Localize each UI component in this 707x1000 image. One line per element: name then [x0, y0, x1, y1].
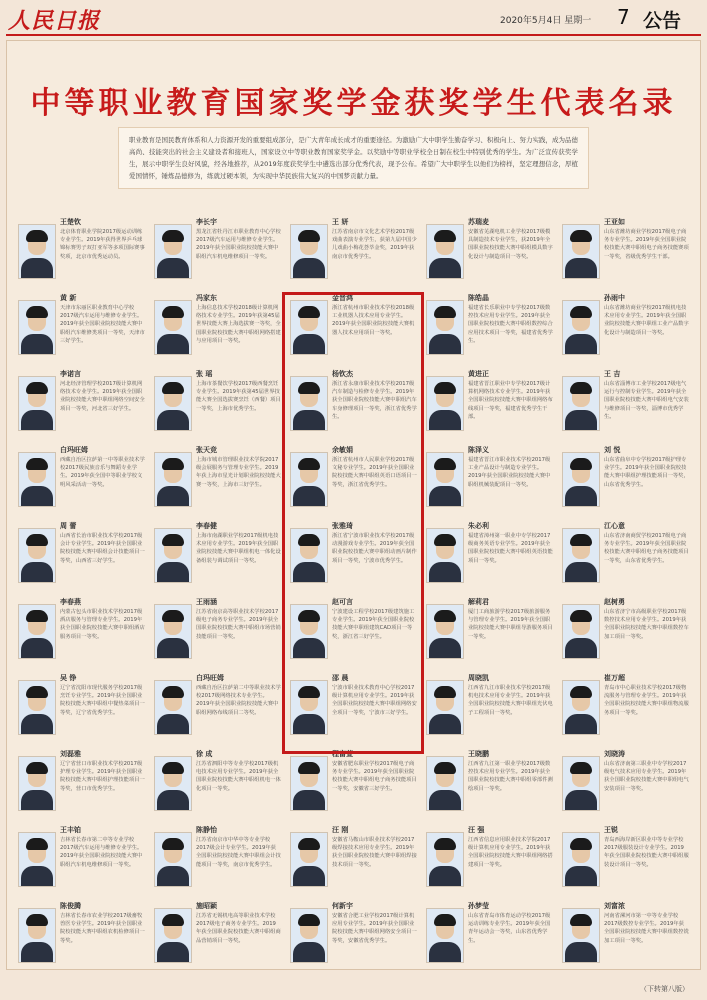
- student-photo: [18, 528, 56, 583]
- student-name: 孙雨中: [604, 294, 625, 302]
- student-photo: [18, 756, 56, 811]
- student-card: [422, 746, 556, 816]
- student-name: 王丰铂: [60, 826, 81, 834]
- student-card: [14, 746, 148, 816]
- student-name: 孙梦莹: [468, 902, 489, 910]
- student-name: 汪 刚: [332, 826, 349, 834]
- student-photo: [290, 832, 328, 887]
- student-photo: [426, 224, 464, 279]
- student-photo: [426, 452, 464, 507]
- student-name: 张雅琦: [332, 522, 353, 530]
- student-description: 江西省九江市职业技术学校2017级机电技术应用专业学生。2019年获全国职业院校技能大赛中职组光伏电子工程项目一等奖。: [468, 685, 553, 716]
- student-description: 青岛市中心职业技术学校2017级物流服务与管理专业学生。2019年获全国职业院校技能大赛中职组物流服务项目一等奖。: [604, 685, 689, 716]
- student-card: [558, 290, 692, 360]
- student-photo: [562, 528, 600, 583]
- newspaper-logo: 人民日报: [8, 8, 101, 34]
- student-name: 汪 强: [468, 826, 485, 834]
- student-description: 山东省潍坊商业学校2017级电子商务专业学生。2019年获全国职业院校技能大赛中职组电子商务技能赛项一等奖，省级优秀学生干部。: [604, 229, 689, 260]
- student-card: [558, 670, 692, 740]
- student-card: [150, 746, 284, 816]
- student-card: [286, 898, 420, 968]
- page-number: 7: [617, 5, 630, 29]
- student-description: 福建省漳州第一职业中专学校2017级商务英语专业学生。2019年获全国职业院校技能大赛中职组英语技能项目一等奖。: [468, 533, 553, 564]
- student-description: 安徽省肥东职业学校2017级电子商务专业学生。2019年获全国职业院校技能大赛中职组电子商务技能项目一等奖，安徽省三好学生。: [332, 761, 417, 792]
- student-description: 江苏省南京高等职业技术学校2017级电子商务专业学生。2019年获全国职业院校技能大赛中职组市场营销技能项目一等奖。: [196, 609, 281, 640]
- student-name: 刘磊雅: [60, 750, 81, 758]
- student-card: [558, 442, 692, 512]
- student-description: 内蒙古包头市职业技术学校2017级酒店服务与管理专业学生。2019年获全国职业院校技能大赛中职组酒店服务项目一等奖。: [60, 609, 145, 640]
- student-name: 李诺言: [60, 370, 81, 378]
- student-name: 崔万超: [604, 674, 625, 682]
- student-name: 王雨涵: [196, 598, 217, 606]
- student-description: 安徽省合肥工业学校2017级计算机应用专业学生。2019年获全国职业院校技能大赛中职组网络安全项目一等奖，安徽省优秀学生。: [332, 913, 417, 944]
- student-name: 王楚钦: [60, 218, 81, 226]
- student-card: [14, 898, 148, 968]
- student-card: [150, 822, 284, 892]
- student-photo: [18, 452, 56, 507]
- student-card: [422, 670, 556, 740]
- student-photo: [154, 756, 192, 811]
- student-description: 山东省曲阜中专学校2017级护理专业学生。2019年获全国职业院校技能大赛中职组护理技能项目一等奖，山东省优秀学生。: [604, 457, 689, 488]
- student-photo: [154, 680, 192, 735]
- student-description: 山东省青岛市体育运动学校2017级运动训练专业学生。2019年获全国青年运动会一等奖，山东省优秀学生。: [468, 913, 551, 944]
- student-card: [558, 898, 692, 968]
- student-photo: [154, 300, 192, 355]
- student-name: 解莉君: [468, 598, 489, 606]
- student-card: [286, 822, 420, 892]
- student-name: 黄进正: [468, 370, 489, 378]
- student-photo: [426, 756, 464, 811]
- student-photo: [426, 528, 464, 583]
- student-description: 福建省长乐职业中专学校2017级数控技术应用专业学生。2019年获全国职业院校技能大赛中职组数控综合应用技术项目一等奖，福建省优秀学生。: [468, 305, 553, 344]
- student-photo: [154, 832, 192, 887]
- student-photo: [426, 300, 464, 355]
- student-photo: [154, 224, 192, 279]
- student-photo: [562, 908, 600, 963]
- student-description: 江西省九江第一职业学校2017级数控技术应用专业学生。2019年获全国职业院校技能大赛中职组零部件测绘项目一等奖。: [468, 761, 553, 792]
- student-photo: [562, 604, 600, 659]
- student-name: 王 吉: [604, 370, 621, 378]
- student-description: 浙江省永康市职业技术学校2017级汽车制造与检修专业学生。2019年获全国职业院校技能大赛中职组汽车车身修理项目一等奖，浙江省优秀学生。: [332, 381, 417, 420]
- student-card: [150, 898, 284, 968]
- student-description: 厦门工商旅游学校2017级旅游服务与管理专业学生。2019年获全国职业院校技能大赛中职组导游服务项目一等奖。: [468, 609, 553, 640]
- student-photo: [154, 376, 192, 431]
- student-description: 江苏省泗阳中等专业学校2017级机电技术应用专业学生。2019年获全国职业院校技能大赛中职组机电一体化项目一等奖。: [196, 761, 281, 792]
- section-name: 公告: [643, 10, 682, 32]
- masthead: [0, 0, 707, 34]
- student-card: [558, 214, 692, 284]
- student-card: [14, 594, 148, 664]
- student-card: [150, 366, 284, 436]
- student-photo: [562, 452, 600, 507]
- student-name: 赵可言: [332, 598, 353, 606]
- student-name: 江心意: [604, 522, 625, 530]
- student-name: 王锐: [604, 826, 618, 834]
- student-card: [14, 670, 148, 740]
- student-name: 陈俊腾: [60, 902, 81, 910]
- dateline: 2020年5月4日 星期一: [500, 16, 592, 26]
- student-photo: [426, 908, 464, 963]
- student-name: 赵树勇: [604, 598, 625, 606]
- student-card: [422, 214, 556, 284]
- student-name: 苏瑞麦: [468, 218, 489, 226]
- student-card: [558, 746, 692, 816]
- student-name: 冯家东: [196, 294, 217, 302]
- student-card: [286, 746, 420, 816]
- student-description: 上海信息技术学校2018级计算机网络技术专业学生。2019年获第45届世界技能大赛上海选拔赛一等奖，全国职业院校技能大赛中职组网络搭建与应用项目一等奖。: [196, 305, 281, 344]
- student-description: 浙江省宁波市职业技术学校2017级动漫游戏专业学生。2019年获全国职业院校技能大赛中职组动画片制作项目一等奖，宁波市优秀学生。: [332, 533, 417, 564]
- student-photo: [426, 832, 464, 887]
- student-card: [150, 214, 284, 284]
- student-name: 陈静怡: [196, 826, 217, 834]
- student-photo: [154, 528, 192, 583]
- student-description: 江西省信息应用职业技术学院2017级计算机应用专业学生。2019年获全国职业院校技能大赛中职组网络搭建项目一等奖。: [468, 837, 553, 868]
- student-name: 张 瑶: [196, 370, 213, 378]
- student-description: 青岛西海岸新区职业中等专业学校2017级服装设计专业学生。2019年获全国职业院校技能大赛中职组服装设计项目一等奖。: [604, 837, 689, 868]
- student-name: 朱必利: [468, 522, 489, 530]
- student-name: 李春燕: [60, 598, 81, 606]
- student-description: 天津市东丽区职业教育中心学校2017级汽车运用与维修专业学生。2019年获全国职业院校技能大赛中职组汽车维修类项目一等奖，天津市三好学生。: [60, 305, 145, 344]
- student-photo: [18, 604, 56, 659]
- student-photo: [18, 908, 56, 963]
- student-card: [286, 214, 420, 284]
- student-description: 山东省淄博市工业学校2017级电气运行与控制专业学生。2019年获全国职业院校技能大赛中职组电气安装与维修项目一等奖，淄博市优秀学生。: [604, 381, 689, 420]
- intro-paragraph: 职业教育是国民教育体系和人力资源开发的重要组成部分，是广大青年成长成才的重要途径。为激励广大中职学生勤奋学习、积极向上、努力实践，成为品德高尚、技能突出的社会主义建设者和接班人，国家设立中等职业教育国家奖学金。以奖励中等职业学校全日制在校生中特别优秀的学生。为广泛宣传获奖学生，展示中职学生良好风貌，经各地推荐，从2019年度获奖学生中遴选出部分优秀代表，现予公布。希望广大中职学生以他们为榜样，坚定理想信念，厚植爱国情怀，锤炼品德修为，练就过硬本领，为实现中华民族伟大复兴的中国梦贡献力量。: [118, 127, 589, 189]
- student-photo: [154, 604, 192, 659]
- student-description: 上海市南湖职业学校2017级机电技术应用专业学生。2019年获全国职业院校技能大赛中职组机电一体化设备组装与调试项目一等奖。: [196, 533, 281, 564]
- student-card: [422, 290, 556, 360]
- student-photo: [426, 680, 464, 735]
- student-name: 余敏娟: [332, 446, 353, 454]
- student-card: [14, 822, 148, 892]
- student-card: [558, 822, 692, 892]
- student-card: [150, 290, 284, 360]
- student-photo: [290, 224, 328, 279]
- masthead-rule: [6, 34, 701, 36]
- student-name: 陈皓晶: [468, 294, 489, 302]
- student-photo: [426, 376, 464, 431]
- student-name: 邵 晨: [332, 674, 349, 682]
- student-name: 陈泽义: [468, 446, 489, 454]
- page-title: 中等职业教育国家奖学金获奖学生代表名录: [30, 86, 677, 121]
- student-card: [422, 594, 556, 664]
- student-name: 王亚如: [604, 218, 625, 226]
- student-name: 周晓凯: [468, 674, 489, 682]
- student-description: 山东省济宁市高级职业学校2017级数控技术应用专业学生。2019年获全国职业院校技能大赛中职组数控车加工项目一等奖。: [604, 609, 689, 640]
- student-card: [14, 290, 148, 360]
- student-description: 安徽省马鞍山市职业技术学校2017级焊接技术应用专业学生。2019年获全国职业院校技能大赛中职组焊接技术项目一等奖。: [332, 837, 417, 868]
- student-description: 福建省晋江职业中专学校2017级计算机网络技术专业学生。2019年获全国职业院校技能大赛中职组网络布线项目一等奖，福建省优秀学生干部。: [468, 381, 553, 420]
- student-card: [150, 518, 284, 588]
- student-description: 山东省济南第三职业中专学校2017级电气技术应用专业学生。2019年获全国职业院校技能大赛中职组电气安装项目一等奖。: [604, 761, 689, 792]
- student-description: 上海市茶餐饮学校2017级西餐烹饪专业学生。2019年获第45届世界技能大赛全国选拔赛烹饪（西餐）项目一等奖，上海市优秀学生。: [196, 381, 281, 412]
- student-card: [14, 442, 148, 512]
- student-card: [422, 518, 556, 588]
- student-description: 吉林省长春市农业学校2017级畜牧兽医专业学生。2019年获全国职业院校技能大赛中职组农机检修项目一等奖。: [60, 913, 145, 944]
- student-photo: [18, 832, 56, 887]
- student-card: [422, 898, 556, 968]
- student-card: [558, 518, 692, 588]
- student-description: 辽宁省沈阳市现代服务学校2017级烹饪专业学生。2019年获全国职业院校技能大赛中职组中餐热菜项目一等奖，辽宁省优秀学生。: [60, 685, 145, 716]
- student-name: 程富萱: [332, 750, 353, 758]
- student-description: 北京体育职业学院2017级运动训练专业学生。2019年获得世界乒乓球锦标赛男子双打亚军等多项国际赛事奖项，北京市优秀运动员。: [60, 229, 145, 260]
- student-card: [558, 594, 692, 664]
- student-name: 施昭颖: [196, 902, 217, 910]
- student-description: 西藏自治区拉萨第二中等职业技术学校2017级网络技术专业学生。2019年获全国职业院校技能大赛中职组网络布线项目二等奖。: [196, 685, 281, 716]
- student-card: [150, 670, 284, 740]
- student-description: 浙江省杭州市人民职业学校2017级文秘专业学生。2019年获全国职业院校技能大赛中职组英语口语项目一等奖，浙江省优秀学生。: [332, 457, 417, 488]
- student-photo: [154, 908, 192, 963]
- student-description: 河南省漯河市第一中等专业学校2017级数控专业学生。2019年获全国职业院校技能大赛中职组数控铣加工项目一等奖。: [604, 913, 689, 944]
- student-name: 周 蕾: [60, 522, 77, 530]
- student-name: 李春健: [196, 522, 217, 530]
- continued-note: （下转第八版）: [640, 985, 689, 993]
- student-name: 杨钦杰: [332, 370, 353, 378]
- student-name: 张天竞: [196, 446, 217, 454]
- student-description: 山东省潍坊商业学校2017级机电技术应用专业学生。2019年获全国职业院校技能大赛中职组工业产品数字化设计与制造项目一等奖。: [604, 305, 689, 336]
- student-description: 黑龙江省牡丹江市职业教育中心学校2017级汽车运用与维修专业学生。2019年获全国职业院校技能大赛中职组汽车机电维修项目一等奖。: [196, 229, 281, 260]
- student-name: 刘富浓: [604, 902, 625, 910]
- student-description: 江苏省无锡机电高等职业技术学校2017级电子商务专业学生。2019年获全国职业院校技能大赛中职组商品营销项目一等奖。: [196, 913, 281, 944]
- student-card: [558, 366, 692, 436]
- student-name: 黄 新: [60, 294, 77, 302]
- student-name: 金晋鸿: [332, 294, 353, 302]
- student-description: 江苏省南京市中华中等专业学校2017级会计专业学生。2019年获全国职业院校技能大赛中职组会计技能项目一等奖，南京市优秀学生。: [196, 837, 281, 868]
- student-photo: [18, 224, 56, 279]
- student-photo: [18, 680, 56, 735]
- student-photo: [562, 756, 600, 811]
- student-name: 刘晓涛: [604, 750, 625, 758]
- student-name: 何新宇: [332, 902, 353, 910]
- student-name: 白玛旺姆: [196, 674, 224, 682]
- student-name: 王 妍: [332, 218, 349, 226]
- student-description: 山西省长治市职业技术学校2017级会计专业学生。2019年获全国职业院校技能大赛中职组会计技能项目一等奖，山西省三好学生。: [60, 533, 145, 564]
- student-name: 李长宇: [196, 218, 217, 226]
- student-photo: [290, 908, 328, 963]
- student-description: 辽宁省营口市职业技术学校2017级护理专业学生。2019年获全国职业院校技能大赛中职组护理技能项目一等奖，营口市优秀学生。: [60, 761, 145, 792]
- student-name: 刘 悦: [604, 446, 621, 454]
- student-card: [150, 442, 284, 512]
- student-photo: [562, 832, 600, 887]
- student-photo: [18, 300, 56, 355]
- student-photo: [290, 756, 328, 811]
- student-name: 王晓鹏: [468, 750, 489, 758]
- student-photo: [562, 300, 600, 355]
- student-card: [14, 518, 148, 588]
- highlight-frame: [282, 292, 424, 754]
- student-photo: [562, 224, 600, 279]
- student-card: [14, 366, 148, 436]
- student-description: 宁波建设工程学校2017级建筑施工专业学生。2019年获全国职业院校技能大赛中职组建筑CAD项目一等奖，浙江省三好学生。: [332, 609, 415, 640]
- student-description: 江苏省南京市文化艺术学校2017级戏曲表演专业学生，获第九届中国少儿戏曲小梅花荟萃金奖，2019年获南京市优秀学生。: [332, 229, 417, 260]
- student-photo: [18, 376, 56, 431]
- student-card: [150, 594, 284, 664]
- student-name: 白玛旺姆: [60, 446, 88, 454]
- student-description: 浙江省杭州市职业技术学校2018级工业机器人技术应用专业学生。2019年获全国职业院校技能大赛机器人技术应用项目一等奖。: [332, 305, 415, 336]
- student-description: 山东省济南商贸学校2017级电子商务专业学生。2019年获全国职业院校技能大赛中职组电子商务技能项目一等奖，山东省优秀学生。: [604, 533, 689, 564]
- student-photo: [562, 680, 600, 735]
- student-description: 西藏自治区拉萨第一中等职业技术学校2017级民族音乐与舞蹈专业学生。2019年获全国中等职业学校文明风采活动一等奖。: [60, 457, 145, 488]
- student-description: 福建省晋江市职业技术学校2017级工业产品设计与制造专业学生。2019年获全国职业院校技能大赛中职组机械装配项目一等奖。: [468, 457, 551, 488]
- student-description: 河北经济管理学校2017级计算机网络技术专业学生。2019年获全国职业院校技能大赛中职组网络空间安全项目一等奖，河北省三好学生。: [60, 381, 145, 412]
- student-description: 安徽省芜湖电机工业学校2017级模具制造技术专业学生，获2019年全国职业院校技能大赛中职组模具数字化设计与制造项目一等奖。: [468, 229, 553, 260]
- student-name: 徐 成: [196, 750, 213, 758]
- student-photo: [426, 604, 464, 659]
- student-card: [422, 822, 556, 892]
- student-description: 上海市城市管理职业技术学院2017级会展服务与管理专业学生。2019年获上海市星光计划职业院校技能大赛一等奖，上海市三好学生。: [196, 457, 281, 488]
- student-card: [14, 214, 148, 284]
- student-name: 吴 铮: [60, 674, 77, 682]
- student-photo: [154, 452, 192, 507]
- student-description: 吉林省长春市第二中等专业学校2017级汽车运用与维修专业学生。2019年获全国职业院校技能大赛中职组汽车机电维修项目一等奖。: [60, 837, 143, 868]
- student-card: [422, 366, 556, 436]
- student-card: [422, 442, 556, 512]
- student-photo: [562, 376, 600, 431]
- student-description: 宁波市职业技术教育中心学校2017级计算机应用专业学生。2019年获全国职业院校技能大赛中职组网络安全项目一等奖，宁波市三好学生。: [332, 685, 417, 716]
